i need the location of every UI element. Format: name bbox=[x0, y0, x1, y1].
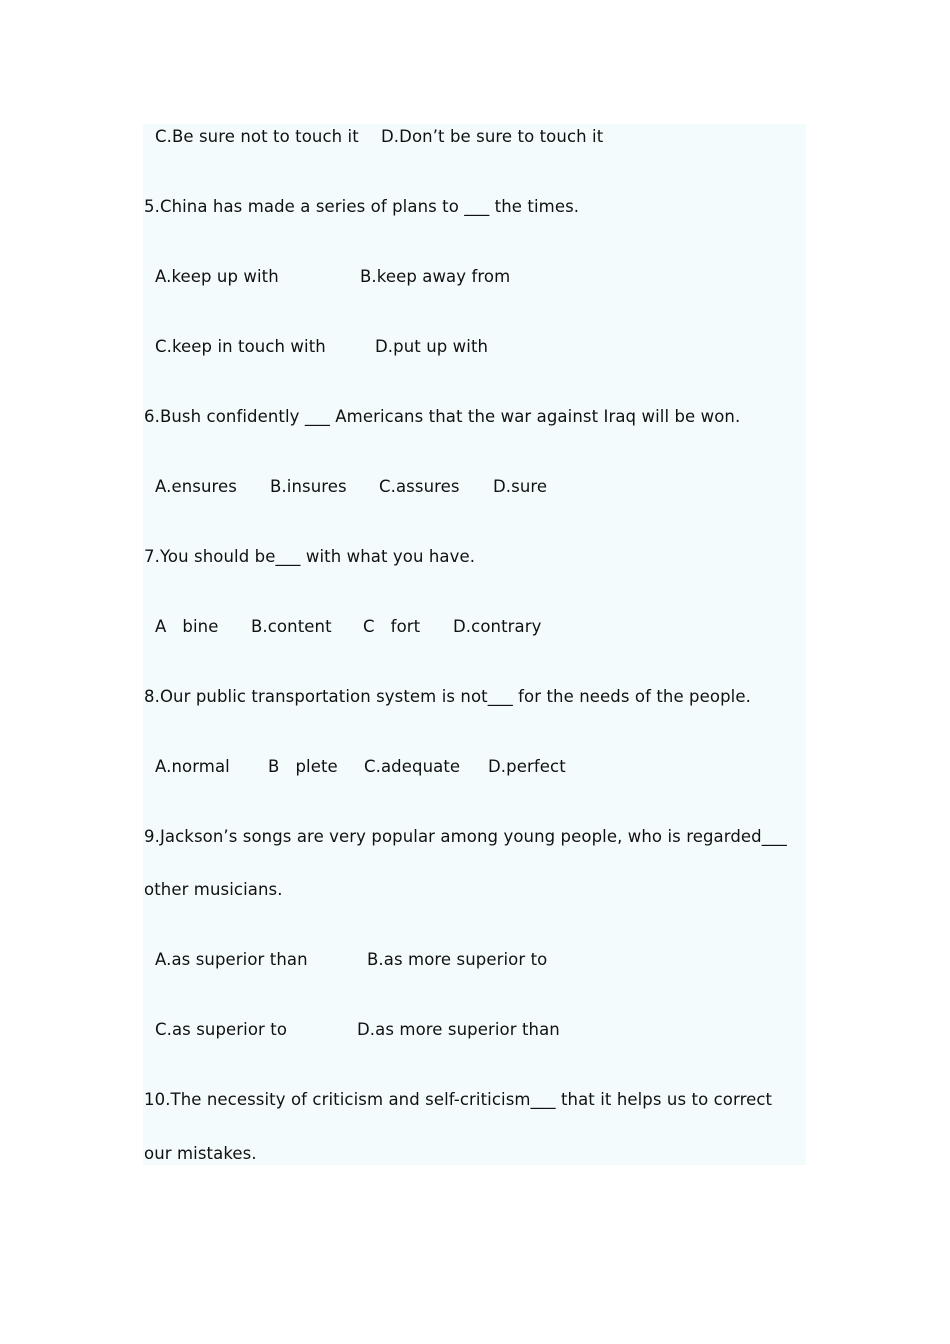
q9-option-b: B.as more superior to bbox=[367, 950, 548, 969]
q9-option-a: A.as superior than bbox=[155, 950, 308, 969]
q5-stem: 5.China has made a series of plans to ___ the times. bbox=[144, 197, 580, 216]
q9-option-d: D.as more superior than bbox=[357, 1020, 560, 1039]
q5-option-a: A.keep up with bbox=[155, 267, 279, 286]
q6-option-b: B.insures bbox=[270, 477, 347, 496]
q6-stem: 6.Bush confidently ___ Americans that the war against Iraq will be won. bbox=[144, 407, 741, 426]
q7-stem: 7.You should be___ with what you have. bbox=[144, 547, 476, 566]
q5-option-d: D.put up with bbox=[375, 337, 489, 356]
q8-option-b: B plete bbox=[268, 757, 338, 776]
q7-option-c: C fort bbox=[363, 617, 421, 636]
q9-option-c: C.as superior to bbox=[155, 1020, 288, 1039]
q6-option-d: D.sure bbox=[493, 477, 548, 496]
q8-option-d: D.perfect bbox=[488, 757, 566, 776]
q4-option-d: D.Don’t be sure to touch it bbox=[381, 127, 604, 146]
q10-stem-line-1: 10.The necessity of criticism and self-criticism___ that it helps us to correct bbox=[144, 1090, 773, 1109]
q9-stem-line-2: other musicians. bbox=[144, 880, 283, 899]
q6-option-c: C.assures bbox=[379, 477, 460, 496]
q7-option-b: B.content bbox=[251, 617, 332, 636]
q8-stem: 8.Our public transportation system is not___ for the needs of the people. bbox=[144, 687, 751, 706]
q7-option-d: D.contrary bbox=[453, 617, 542, 636]
q10-stem-line-2: our mistakes. bbox=[144, 1144, 257, 1163]
q5-option-b: B.keep away from bbox=[360, 267, 511, 286]
q8-option-c: C.adequate bbox=[364, 757, 461, 776]
q7-option-a: A bine bbox=[155, 617, 219, 636]
q9-stem-line-1: 9.Jackson’s songs are very popular among young people, who is regarded___ bbox=[144, 827, 787, 846]
q4-option-c: C.Be sure not to touch it bbox=[155, 127, 359, 146]
q8-option-a: A.normal bbox=[155, 757, 230, 776]
q5-option-c: C.keep in touch with bbox=[155, 337, 326, 356]
q6-option-a: A.ensures bbox=[155, 477, 237, 496]
